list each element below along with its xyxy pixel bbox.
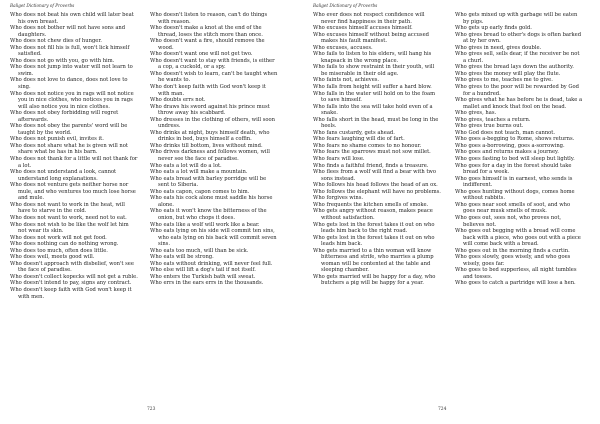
proverb-entry: Who doesn't intend to pay, signs any contract. (10, 280, 132, 287)
proverb-entry: Who gets lost in the forest takes it out on who leads him back to the right road. (313, 221, 435, 235)
proverb-entry: Who flees from a wolf will find a bear with two sons instead. (313, 169, 436, 182)
proverb-entry: Who frequents the kitchen smells of smoke. (313, 201, 429, 208)
proverb-entry: Who does not bother will not have sons and daughters. (10, 25, 126, 38)
proverb-entry: Who does not punish evil, invites it. (10, 136, 104, 143)
proverb-entry: Who falls in the water will hold on to the foam to save himself. (313, 90, 436, 104)
proverb-entry: Who falls short in the head, must be long in the heels. (313, 116, 439, 130)
proverb-entry: Who doesn't make a knot at the end of the thread, loses the stitch more than once. (150, 25, 263, 38)
proverb-entry: Who eats like a wolf will work like a bear. (150, 221, 260, 228)
proverb-entry: Who faints not, achieves. (313, 77, 380, 84)
proverb-entry: Who does nothing can do nothing wrong. (10, 241, 119, 248)
proverb-entry: Who goes fasting to bed will sleep but lightly. (455, 156, 575, 163)
proverb-entry: Who draws his sword against his prince must throw away his scabbard. (150, 103, 270, 117)
proverb-entry: Who eats capon, capon comes to him. (150, 188, 250, 195)
proverb-entry: Who don't keep faith with God won't keep it with man. (150, 84, 266, 97)
proverb-entry: Who goes a-begging to Rome, shows returns. (455, 136, 575, 143)
proverb-entry: Who does not go with you, go with him. (10, 57, 115, 64)
proverb-entry: Who gives in need, gives double. (455, 44, 542, 51)
proverb-entry: Who excuses, accuses. (313, 44, 373, 51)
proverb-entry: Who goes a-borrowing, goes a-sorrowing. (455, 142, 565, 149)
proverb-entry: Who fears will lose. (313, 156, 365, 163)
proverb-entry: Who excuses himself without being accused makes his fault manifest. (313, 31, 429, 45)
page-number: 723 (147, 407, 156, 412)
proverb-entry: Who gives the money will play the flute. (455, 70, 561, 77)
proverb-entry: Who goes for a day in the forest should take bread for a week. (455, 162, 572, 176)
left-column-2 (150, 12, 278, 287)
proverb-entry: Who eats without drinking, will never feel full. (150, 260, 273, 267)
proverb-entry: Who gets lost in the forest takes it out on who leads him back. (313, 234, 435, 248)
proverb-entry: Who finds a faithful friend, finds a treasure. (313, 162, 429, 169)
left-column-1 (10, 12, 138, 300)
proverb-entry: Who fears the sparrows must not sow millet. (313, 149, 431, 156)
right-column-1 (313, 12, 441, 287)
proverb-entry: Who gets mixed up with garbage will be eaten by pigs. (455, 12, 578, 25)
proverb-entry: Who gives sell, sells dear, if the receiver be not a churl. (455, 51, 580, 64)
proverb-entry: Who fears no shame comes to no honour. (313, 142, 422, 149)
proverb-entry: Who falls into the sea will take hold even of a snake. (313, 103, 433, 117)
proverb-entry: Who else will lift a dog's tail if not itself. (150, 267, 256, 274)
proverb-entry: Who does not wish to be like the wolf let him not wear its skin. (10, 221, 129, 235)
proverb-entry: Who eats it won't know the bitterness of the onion, but who chops it does. (150, 208, 267, 221)
proverb-entry: Who eats his cock alone must saddle his horse alone. (150, 195, 273, 208)
proverb-entry: Who drives darkness and follows women, will never see the face of paradise. (150, 149, 270, 163)
proverb-entry: Who does not work will not get food. (10, 234, 107, 241)
right-page (300, 0, 600, 424)
proverb-entry: Who does not jump into water will not learn to swim. (10, 64, 133, 77)
proverb-entry: Who goes to bed supperless, all night tumbles and tosses. (455, 267, 577, 280)
proverb-entry: Who does not chew dies of hunger. (10, 38, 102, 45)
proverb-entry: Who does not share what he is given will not share what he has in his barn. (10, 142, 128, 156)
proverb-entry: Who fails to show restraint in their youth, will be miserable in their old age. (313, 64, 435, 77)
proverb-entry: Who doesn't wish to learn, can't be taught when he wants to. (150, 70, 278, 84)
proverb-entry: Who excuses himself accuses himself. (313, 25, 413, 32)
proverb-entry: Who doubts errs not. (150, 97, 206, 104)
right-column-2 (455, 12, 583, 287)
proverb-entry: Who gives, has. (455, 110, 497, 117)
proverb-entry: Who drinks till bottom, lives without mind. (150, 142, 263, 149)
proverb-entry: Who falls from height will suffer a hard blow. (313, 84, 432, 91)
proverb-entry: Who eats lying on his side will commit ten sins, who eats lying on his back will commit seven sins. (150, 228, 277, 248)
proverb-entry: Who gets angry without reason, makes peace without satisfaction. (313, 208, 433, 221)
proverb-entry: Who eats a lot will do a lot. (150, 162, 222, 169)
proverb-entry: Who does not venture gets neither horse nor mule, and who ventures too much lose horse and mule. (10, 182, 136, 202)
proverb-entry: Who goes slowly, goes wisely, and who goes wisely, goes far. (455, 254, 571, 267)
proverb-entry: Who does not want to work in the heat, will have to starve in the cold. (10, 201, 125, 215)
proverb-entry: Who gives to me, teaches me to give. (455, 77, 553, 84)
proverb-entry: Who gets up early finds gold. (455, 25, 532, 32)
proverb-entry: Who eats bread with barley porridge will be sent to Siberia. (150, 175, 267, 189)
proverb-entry: Who eats will be strong. (150, 254, 214, 261)
proverb-entry: Who does not fill his is full, won't lick himself satisfied. (10, 44, 130, 58)
proverb-entry: Who goes hunting without dogs, comes home without rabbits. (455, 188, 575, 202)
proverb-entry: Who follows his head follows the head of an ox. (313, 182, 438, 189)
proverb-entry: Who does not obey forbidding will regret afterwards. (10, 110, 119, 123)
proverb-entry: Who does not beat his own child will later beat his own breast. (10, 12, 134, 25)
proverb-entry: Who goes to catch a partridge will lose a hen. (455, 280, 576, 287)
proverb-entry: Who doesn't want to stay with friends, is either a cop, a cuckold, or a spy. (150, 57, 275, 71)
proverb-entry: Who gives what he has before he is dead, take a mallet and knock that fool on the head. (455, 97, 583, 110)
proverb-entry: Who gives true burns out. (455, 123, 524, 130)
proverb-entry: Who gives to the poor will be rewarded by God for a hundred. (455, 84, 579, 97)
proverb-entry: Who eats a lot will make a mountain. (150, 169, 248, 176)
page-header: Baliget Dictionary of Proverbs (313, 3, 378, 8)
proverb-entry: Who doesn't want one will not get two. (150, 51, 253, 58)
proverb-entry: Who fails to listen to his elders, will hang his knapsack in the wrong place. (313, 51, 432, 64)
proverb-entry: Who does well, meets good will. (10, 254, 95, 261)
proverb-entry: Who doesn't collect kopecks will not get a ruble. (10, 273, 138, 280)
proverb-entry: Who doesn't listen to reason, can't do things with reason. (150, 12, 268, 25)
page-number: 724 (438, 407, 447, 412)
proverb-entry: Who does not understand a look, cannot understand long explanations. (10, 169, 117, 182)
proverb-entry: Who errs in the ears errs in the thousands. (150, 280, 264, 287)
proverb-entry: Who fans custardy, gets ahead. (313, 129, 395, 136)
proverb-entry: Who goes near soot smells of soot, and who goes near musk smells of musk. (455, 201, 571, 215)
proverb-entry: Who gives, teaches a return. (455, 116, 531, 123)
proverb-entry: Who drinks at night, buys himself death, who drinks in bed, buys himself a coffin. (150, 129, 270, 143)
proverb-entry: Who does not notice you in rags will not notice you in nice clothes, who notices you in rags will also notice you in nice clothes. (10, 90, 134, 110)
proverb-entry: Who dresses in the clothing of others, will soon undress. (150, 116, 275, 130)
proverb-entry: Who goes out begging with a bread will come back with a piece, who goes out with a piece will come back with a bread. (455, 228, 581, 248)
proverb-entry: Who does not love to dance, does not love to sing. (10, 77, 128, 91)
proverb-entry: Who doesn't want a fire, should remove the wood. (150, 38, 265, 51)
proverb-entry: Who gives bread to other's dogs is often barked at by her own. (455, 31, 582, 45)
proverb-entry: Who fears laughing will die of fart. (313, 136, 405, 143)
proverb-entry: Who doesn't keep faith with God won't keep it with men. (10, 286, 132, 300)
proverb-entry: Who does not thank for a little will not thank for a lot. (10, 156, 138, 169)
proverb-entry: Who does not obey the parents' word will be taught by the world. (10, 123, 128, 136)
proverb-entry: Who goes and returns makes a journey. (455, 149, 559, 156)
proverb-entry: Who does not want to work, need not to eat. (10, 214, 127, 221)
proverb-entry: Who eats too much, will than be sick. (150, 247, 249, 254)
proverb-entry: Who gives the bread lays down the authority. (455, 64, 574, 71)
proverb-entry: Who gets married will be happy for a day, who butchers a pig will be happy for a year. (313, 273, 436, 287)
page-header: Baliget Dictionary of Proverbs (10, 3, 75, 8)
proverb-entry: Who follows the elephant will have no problems. (313, 188, 441, 195)
proverb-entry: Who gets married to a thin woman will know bitterness and strife, who marries a plump woman will be contented at the table and sleeping chamber. (313, 247, 434, 274)
proverb-entry: Who forgives wins. (313, 195, 364, 202)
proverb-entry: Who God does not teach, man cannot. (455, 129, 556, 136)
proverb-entry: Who goes out, sees not, who proves not, believes not. (455, 214, 562, 228)
proverb-entry: Who ever does not respect confidence will never find happiness in their path. (313, 12, 425, 25)
proverb-entry: Who doesn't approach with disbelief, won't see the face of paradise. (10, 260, 134, 274)
proverb-entry: Who goes out in the morning finds a curtin. (455, 247, 570, 254)
proverb-entry: Who goes himself is in earnest, who sends is indifferent. (455, 175, 573, 189)
proverb-entry: Who enters the Turkish bath will sweat. (150, 273, 256, 280)
proverb-entry: Who does too much, often does little. (10, 247, 108, 254)
